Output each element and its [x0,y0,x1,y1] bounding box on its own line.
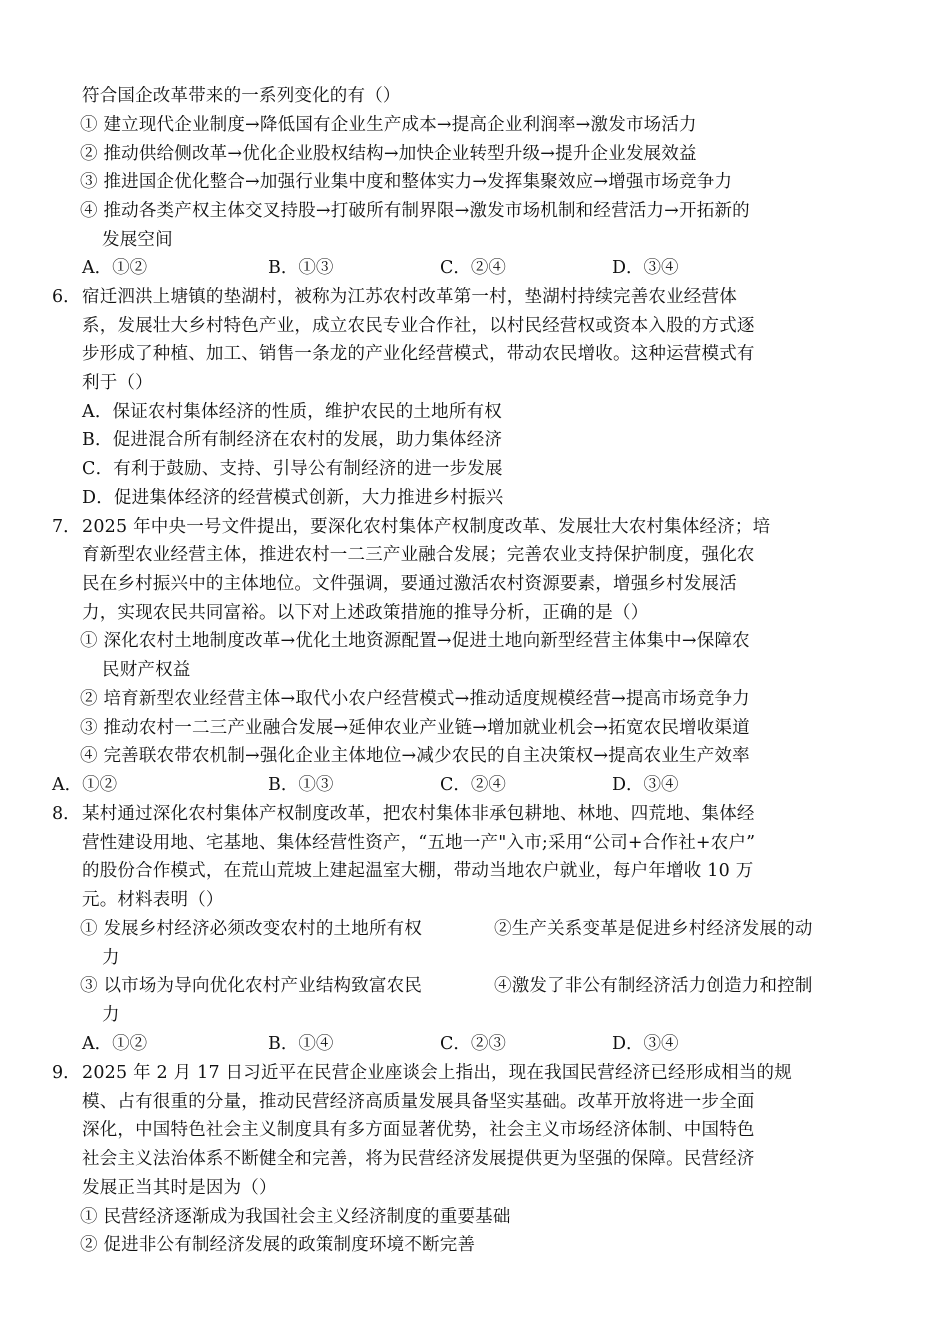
q9-stem-line-1: 2025 年 2 月 17 日习近平在民营企业座谈会上指出，现在我国民营经济已经形成相当的规 [82,1063,792,1083]
q5-item-4: ④ 推动各类产权主体交叉持股→打破所有制界限→激发市场机制和经营活力→开拓新的 [80,201,750,221]
q8-stem-line-3: 的股份合作模式，在荒山荒坡上建起温室大棚，带动当地农户就业，每户年增收 10 万 [82,861,754,881]
q7-option-a: A．①② [52,775,118,795]
q7-stem-line-2: 育新型农业经营主体，推进农村一二三产业融合发展；完善农业支持保护制度，强化农 [82,545,755,565]
q8-option-a: A．①② [82,1034,148,1054]
q7-option-d: D．③④ [612,775,679,795]
q9-item-2: ② 促进非公有制经济发展的政策制度环境不断完善 [80,1235,476,1255]
q6-number: 6． [52,287,81,307]
q5-stem-line: 符合国企改革带来的一系列变化的有（） [82,86,401,106]
q9-stem-line-3: 深化，中国特色社会主义制度具有多方面显著优势，社会主义市场经济体制、中国特色 [82,1120,755,1140]
q6-option-d: D．促进集体经济的经营模式创新，大力推进乡村振兴 [82,488,504,508]
q5-item-3: ③ 推进国企优化整合→加强行业集中度和整体实力→发挥集聚效应→增强市场竞争力 [80,172,733,192]
q7-item-4: ④ 完善联农带农机制→强化企业主体地位→减少农民的自主决策权→提高农业生产效率 [80,746,750,766]
q9-item-1: ① 民营经济逐渐成为我国社会主义经济制度的重要基础 [80,1207,511,1227]
q8-stem-line-1: 某村通过深化农村集体产权制度改革，把农村集体非承包耕地、林地、四荒地、集体经 [82,804,755,824]
q9-stem-line-5: 发展正当其时是因为（） [82,1178,277,1198]
q8-item-2: ②生产关系变革是促进乡村经济发展的动 [494,919,813,939]
q8-item-4-cont: 力 [102,1005,120,1025]
q9-stem-line-2: 模、占有很重的分量，推动民营经济高质量发展具备坚实基础。改革开放将进一步全面 [82,1092,755,1112]
q6-option-c: C．有利于鼓励、支持、引导公有制经济的进一步发展 [82,459,503,479]
q8-option-c: C．②③ [440,1034,506,1054]
q7-option-c: C．②④ [440,775,506,795]
q7-item-1: ① 深化农村土地制度改革→优化土地资源配置→促进土地向新型经营主体集中→保障农 [80,631,750,651]
q8-stem-line-2: 营性建设用地、宅基地、集体经营性资产，“五地一产"入市;采用“公司+合作社+农户” [82,833,756,853]
q9-number: 9． [52,1063,81,1083]
q5-option-c: C．②④ [440,258,506,278]
q7-stem-line-3: 民在乡村振兴中的主体地位。文件强调，要通过激活农村资源要素，增强乡村发展活 [82,574,737,594]
q6-stem-line-2: 系，发展壮大乡村特色产业，成立农民专业合作社，以村民经营权或资本入股的方式逐 [82,316,755,336]
q8-option-b: B．①④ [268,1034,334,1054]
q7-stem-line-4: 力，实现农民共同富裕。以下对上述政策措施的推导分析，正确的是（） [82,603,649,623]
q8-item-2-cont: 力 [102,948,120,968]
q5-option-d: D．③④ [612,258,679,278]
q7-options [52,771,882,800]
q6-stem-line-1: 宿迁泗洪上塘镇的垫湖村，被称为江苏农村改革第一村，垫湖村持续完善农业经营体 [82,287,737,307]
q8-number: 8． [52,804,81,824]
q5-item-1: ① 建立现代企业制度→降低国有企业生产成本→提高企业利润率→激发市场活力 [80,115,697,135]
q7-option-b: B．①③ [268,775,334,795]
q7-item-1-cont: 民财产权益 [102,660,191,680]
q5-item-4-cont: 发展空间 [102,230,173,250]
q8-stem-line-4: 元。材料表明（） [82,890,224,910]
q5-option-a: A．①② [82,258,148,278]
q6-option-a: A．保证农村集体经济的性质，维护农民的土地所有权 [82,402,502,422]
q5-options [82,254,882,283]
q8-option-d: D．③④ [612,1034,679,1054]
q8-item-4: ④激发了非公有制经济活力创造力和控制 [494,976,813,996]
q7-item-2: ② 培育新型农业经营主体→取代小农户经营模式→推动适度规模经营→提高市场竞争力 [80,689,750,709]
q6-stem-line-3: 步形成了种植、加工、销售一条龙的产业化经营模式，带动农民增收。这种运营模式有 [82,344,755,364]
q8-item-3: ③ 以市场为导向优化农村产业结构致富农民 [80,976,423,996]
q5-option-b: B．①③ [268,258,334,278]
q8-options [82,1030,882,1059]
q6-option-b: B．促进混合所有制经济在农村的发展，助力集体经济 [82,430,503,450]
q7-item-3: ③ 推动农村一二三产业融合发展→延伸农业产业链→增加就业机会→拓宽农民增收渠道 [80,718,750,738]
q5-item-2: ② 推动供给侧改革→优化企业股权结构→加快企业转型升级→提升企业发展效益 [80,144,697,164]
q8-item-1: ① 发展乡村经济必须改变农村的土地所有权 [80,919,423,939]
q9-stem-line-4: 社会主义法治体系不断健全和完善，将为民营经济发展提供更为坚强的保障。民营经济 [82,1149,755,1169]
q6-stem-line-4: 利于（） [82,373,153,393]
q7-number: 7． [52,517,81,537]
q7-stem-line-1: 2025 年中央一号文件提出，要深化农村集体产权制度改革、发展壮大农村集体经济；培 [82,517,771,537]
